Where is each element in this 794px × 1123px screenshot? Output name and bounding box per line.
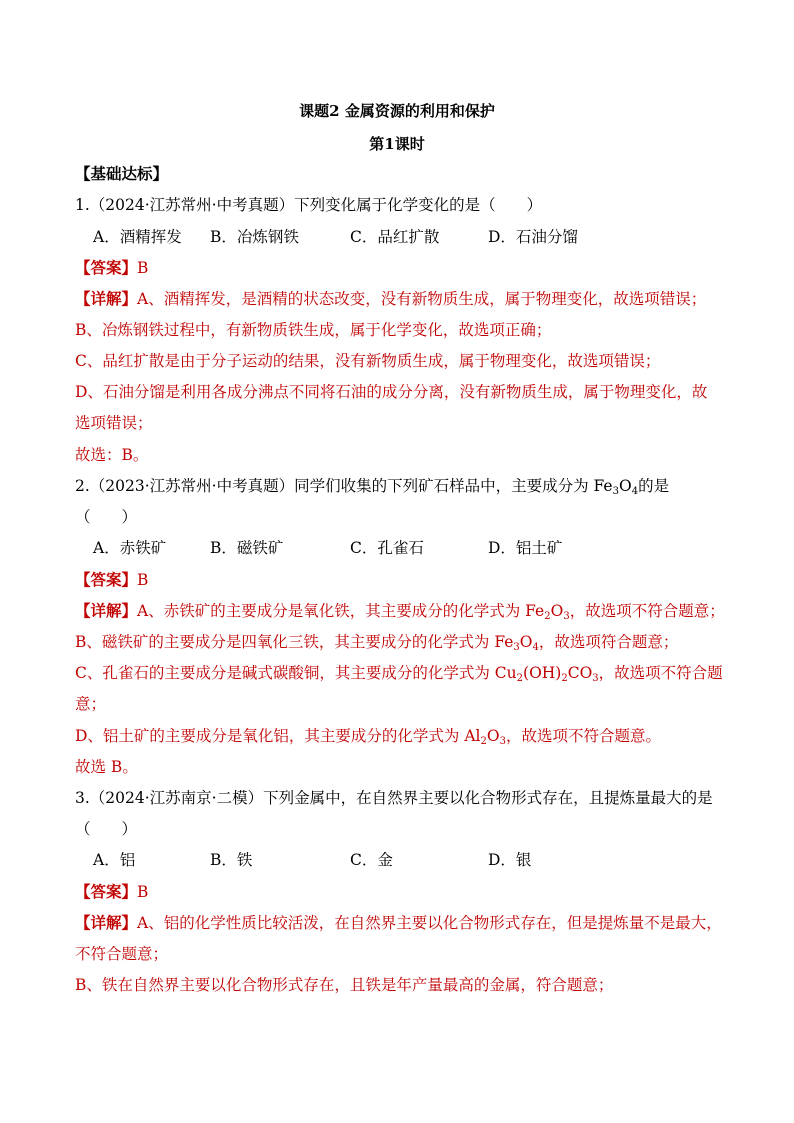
answer-value: B <box>137 571 149 589</box>
question-1-detail-line: B、冶炼钢铁过程中，有新物质铁生成，属于化学变化，故选项正确； <box>75 321 552 339</box>
question-1-answer <box>75 258 735 278</box>
option-d: D．铝土矿 <box>488 539 563 557</box>
question-3-detail-line: B、铁在自然界主要以化合物形式存在，且铁是年产量最高的金属，符合题意； <box>75 976 614 994</box>
option-a: A．铝 <box>93 851 136 869</box>
detail-label: 【详解】 <box>75 913 138 932</box>
option-c: C．品红扩散 <box>350 228 440 246</box>
answer-label: 【答案】 <box>75 258 138 277</box>
question-2-conclusion: 故选 B。 <box>75 758 138 776</box>
question-1-detail-line: 选项错误； <box>75 414 153 432</box>
question-1-detail-line: D、石油分馏是利用各成分沸点不同将石油的成分分离，没有新物质生成，属于物理变化，故 <box>75 383 708 401</box>
option-b: B．铁 <box>210 851 253 869</box>
question-2-detail-line: B、磁铁矿的主要成分是四氧化三铁，其主要成分的化学式为 $Fe_3O_4$，故选项符合题意； <box>75 633 679 653</box>
question-1-conclusion: 故选：B。 <box>75 446 149 464</box>
question-2-detail-line: 意； <box>75 695 107 713</box>
option-a: A．赤铁矿 <box>93 539 167 557</box>
question-2-detail-line: C、孔雀石的主要成分是碱式碳酸铜，其主要成分的化学式为 $Cu_2(OH)_2CO_3$，故选项不符合题 <box>75 664 723 684</box>
question-3-options <box>93 850 753 870</box>
question-2-options <box>93 538 753 558</box>
question-3-answer <box>75 882 735 902</box>
question-3-stem: 3.（2024·江苏南京·二模）下列金属中，在自然界主要以化合物形式存在，且提炼量最大的是 <box>75 789 713 807</box>
answer-value: B <box>137 883 149 901</box>
question-1-detail-line: 【详解】A、酒精挥发，是酒精的状态改变，没有新物质生成，属于物理变化，故选项错误； <box>75 289 707 308</box>
option-a: A．酒精挥发 <box>93 228 182 246</box>
question-1-stem: 1.（2024·江苏常州·中考真题）下列变化属于化学变化的是（ ） <box>75 196 543 214</box>
question-3-detail-line: 【详解】A、铝的化学性质比较活泼，在自然界主要以化合物形式存在，但是提炼量不是最大， <box>75 913 722 932</box>
option-c: C．金 <box>350 851 393 869</box>
question-2-stem: 2.（2023·江苏常州·中考真题）同学们收集的下列矿石样品中，主要成分为 $Fe_3O_4$的是 <box>75 477 670 497</box>
question-2-answer <box>75 570 735 590</box>
lesson-title: 课题2 金属资源的利用和保护 <box>299 102 495 120</box>
option-b: B．磁铁矿 <box>210 539 284 557</box>
question-1-options <box>93 227 753 247</box>
question-2-detail-line: 【详解】A、赤铁矿的主要成分是氧化铁，其主要成分的化学式为 $Fe_2O_3$，故选项不符合题意； <box>75 601 725 622</box>
option-d: D．石油分馏 <box>488 228 578 246</box>
answer-value: B <box>137 259 149 277</box>
question-1-detail-line: C、品红扩散是由于分子运动的结果，没有新物质生成，属于物理变化，故选项错误； <box>75 352 661 370</box>
option-b: B．冶炼钢铁 <box>210 228 299 246</box>
question-3-detail-line: 不符合题意； <box>75 945 169 963</box>
answer-label: 【答案】 <box>75 570 138 589</box>
option-d: D．银 <box>488 851 532 869</box>
question-2-detail-line: D、铝土矿的主要成分是氧化铝，其主要成分的化学式为 $Al_2O_3$，故选项不符合题意。 <box>75 727 661 747</box>
answer-label: 【答案】 <box>75 882 138 901</box>
question-3-stem-cont: （ ） <box>75 820 138 838</box>
lesson-subtitle: 第1课时 <box>369 135 425 153</box>
detail-label: 【详解】 <box>75 289 138 308</box>
option-c: C．孔雀石 <box>350 539 424 557</box>
detail-label: 【详解】 <box>75 601 138 620</box>
section-label: 【基础达标】 <box>75 164 169 183</box>
question-2-stem-cont: （ ） <box>75 508 138 526</box>
